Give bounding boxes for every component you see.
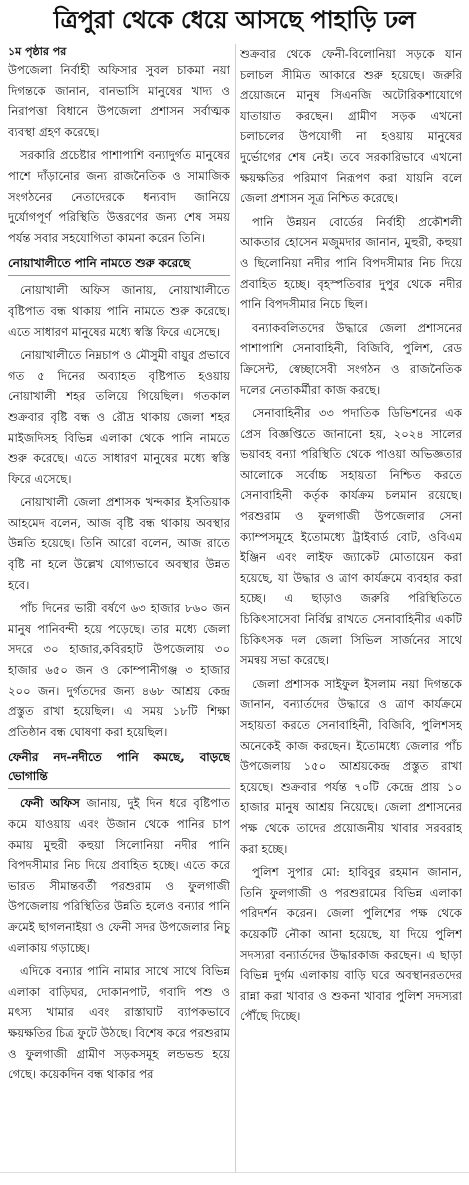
paragraph: পুলিশ সুপার মো: হাবিবুর রহমান জানান, তিনি ফুলগাজী ও পরশুরামের বিভিন্ন এলাকা পরিদর্শন করেন। জেলা পুলিশের পক্ষ থেকে কয়েকটি নৌকা আনা হয়েছে, যা দিয়ে পুলিশ সদস্যরা বন্যার্তদের উদ্ধারকাজ করছেন। এ ছাড়া বিভিন্ন দুর্গম এলাকায় বাড়ি ঘরে অবস্থানরতদের রান্না করা খাবার ও শুকনা খাবার পুলিশ সদস্যরা পৌঁছে দিচ্ছে।	[240, 865, 462, 1024]
paragraph: পাঁচ দিনের ভারী বর্ষণে ৬৩ হাজার ৮৬০ জন মানুষ পানিবন্দী হয়ে পড়েছে। তার মধ্যে জেলা সদরে ৩০ হাজার,কবিরহাট উপজেলায় ৩০ হাজার ৬৫০ জন ও কোম্পানীগঞ্জ ৩ হাজার ২০০ জন। দুর্গতদের জন্য ৪৬৮ আশ্রয় কেন্দ্র প্রস্তুত রাখা হয়েছিল। এ সময় ১৮টি শিক্ষা প্রতিষ্ঠান বন্ধ ঘোষণা করা হয়েছিল।	[8, 601, 230, 739]
paragraph-text: জানায়, দুই দিন ধরে বৃষ্টিপাত কমে যাওয়ায় এবং উজান থেকে পানির চাপ কমায় মুহুরী কহুয়া সিলোনিয়া নদীর পানি বিপদসীমার নিচ দিয়ে প্রবাহিত হচ্ছে। এতে করে ভারত সীমান্তবর্তী পরশুরাম ও ফুলগাজী উপজেলায় পরিস্থিতির উন্নতি হলেও বন্যার পানি ক্রমেই ছাগলনাইয়া ও ফেনী সদর উপজেলার নিচু এলাকায় গড়াচ্ছে।	[8, 796, 230, 955]
paragraph	[8, 793, 230, 958]
paragraph: নোয়াখালী অফিস জানায়, নোয়াখালীতে বৃষ্টিপাত বন্ধ থাকায় পানি নামতে শুরু করেছে। এতে সাধারণ মানুষের মধ্যে স্বস্তি ফিরে এসেছে।	[8, 283, 230, 339]
continued-from-page-label: ১ম পৃষ্ঠার পর	[8, 45, 67, 58]
paragraph: সরকারি প্রচেষ্টার পাশাপাশি বন্যাদুর্গত মানুষের পাশে দাঁড়ানোর জন্য রাজনৈতিক ও সামাজিক সংগঠনের নেতাদেরকে ধন্যবাদ জানিয়ে দুর্যোগপূর্ণ পরিস্থিতি উত্তরণের জন্য শেষ সময় পর্যন্ত সবার সহযোগিতা কামনা করেন তিনি।	[8, 148, 230, 245]
paragraph: বন্যাকবলিতদের উদ্ধারে জেলা প্রশাসনের পাশাপাশি সেনাবাহিনী, বিজিবি, পুলিশ, রেড ক্রিসেন্ট, স্বেচ্ছাসেবী সংগঠন ও রাজনৈতিক দলের নেতাকর্মীরা কাজ করছে।	[240, 320, 462, 397]
paragraph: জেলা প্রশাসক সাইফুল ইসলাম নয়া দিগন্তকে জানান, বন্যার্তদের উদ্ধারে ও ত্রাণ কার্যক্রমে সহায়তা করতে সেনাবাহিনী, বিজিবি, পুলিশসহ অনেকেই কাজ করছেন। ইতোমধ্যে জেলার পাঁচ উপজেলায় ১৫০ আশ্রয়কেন্দ্র প্রস্তুত রাখা হয়েছে। শুক্রবার পর্যন্ত ৭০টি কেন্দ্রে প্রায় ১০ হাজার মানুষ আশ্রয় নিয়েছে। জেলা প্রশাসনের পক্ষ থেকে তাদের প্রয়োজনীয় খাবার সরবরাহ করা হচ্ছে।	[240, 676, 462, 856]
paragraph: এদিকে বন্যার পানি নামার সাথে সাথে বিভিন্ন এলাকা বাড়িঘর, দোকানপাট, গবাদি পশু ও মৎস্য খামার এবং রাস্তাঘাট ব্যাপকভাবে ক্ষয়ক্ষতির চিত্র ফুটে উঠছে। বিশেষ করে পরশুরাম ও ফুলগাজী গ্রামীণ সড়কসমূহ লন্ডভন্ড হয়ে গেছে। কয়েকদিন বন্ধ থাকার পর	[8, 964, 230, 1082]
column-divider	[235, 44, 236, 1172]
subheading-noakhali: নোয়াখালীতে পানি নামতে শুরু করেছে	[8, 254, 230, 276]
subheading-feni: ফেনীর নদ-নদীতে পানি কমছে, বাড়ছে ভোগান্তি	[8, 748, 230, 789]
paragraph-text: উপজেলা নির্বাহী অফিসার সুবল চাকমা নয়া দিগন্তকে জানান, বানভাসি মানুষের খাদ্য ও নিরাপত্তা বিধানে উপজেলা প্রশাসন সর্বাত্মক ব্যবস্থা গ্রহণ করেছে।	[8, 63, 230, 139]
left-column	[8, 44, 230, 1172]
dateline-feni-office: ফেনী অফিস	[20, 796, 80, 811]
paragraph: নোয়াখালী জেলা প্রশাসক খন্দকার ইসতিয়াক আহমেদ বলেন, আজ বৃষ্টি বন্ধ থাকায় অবস্থার উন্নতি হয়েছে। তিনি আরো বলেন, আজ রাতে বৃষ্টি না হলে উল্লেখ যোগ্যভাবে অবস্থার উন্নত হবে।	[8, 495, 230, 592]
paragraph: নোয়াখালীতে নিম্নচাপ ও মৌসুমী বায়ুর প্রভাবে গত ৫ দিনের অব্যাহত বৃষ্টিপাত হওয়ায় নোয়াখালী শহর তলিয়ে গিয়েছিল। গতকাল শুক্রবার বৃষ্টি বন্ধ ও রৌদ্র থাকায় জেলা শহর মাইজদিসহ বিভিন্ন এলাকা থেকে পানি নামতে শুরু করেছে। এতে সাধারণ মানুষের মধ্যে স্বস্তি ফিরে এসেছে।	[8, 348, 230, 486]
paragraph: সেনাবাহিনীর ৩৩ পদাতিক ডিভিশনের এক প্রেস বিজ্ঞপ্তিতে জানানো হয়, ২০২৪ সালের ভয়াবহ বন্যা পরিস্থিতি থেকে পাওয়া অভিজ্ঞতার আলোকে সর্বোচ্চ সহায়তা নিশ্চিত করতে সেনাবাহিনী কর্তৃক কার্যক্রম চলমান রয়েছে। পরশুরাম ও ফুলগাজী উপজেলার সেনা ক্যাম্পসমূহে ইতোমধ্যে ট্রাইবার্ড বোট, ওবিএম ইঞ্জিন এবং লাইফ জ্যাকেট মোতায়েন করা হয়েছে, যা উদ্ধার ও ত্রাণ কার্যক্রমে ব্যবহার করা হচ্ছে। এ ছাড়াও জরুরি পরিস্থিতিতে চিকিৎসাসেবা নির্বিঘ্ন রাখতে সেনাবাহিনীর একটি চিকিৎসক দল জেলা সিভিল সার্জনের সাথে সমন্বয় সভা করেছে।	[240, 406, 462, 668]
paragraph: শুক্রবার থেকে ফেনী-বিলোনিয়া সড়কে যান চলাচল সীমিত আকারে শুরু হয়েছে। জরুরি প্রয়োজনে মানুষ সিএনজি অটোরিকশাযোগে যাতায়াত করছেন। গ্রামীণ সড়ক এখনো চলাচলের উপযোগী না হওয়ায় মানুষের দুর্ভোগের শেষ নেই। তবে সরকারিভাবে এখনো ক্ষয়ক্ষতির পরিমাণ নিরূপণ করা যায়নি বলে জেলা প্রশাসন সূত্র নিশ্চিত করেছে।	[240, 47, 462, 206]
right-column	[240, 44, 462, 1172]
paragraph: পানি উন্নয়ন বোর্ডের নির্বাহী প্রকৌশলী আকতার হোসেন মজুমদার জানান, মুহুরী, কহুয়া ও ছিলোনিয়া নদীর পানি বিপদসীমার নিচ দিয়ে প্রবাহিত হচ্ছে। বৃহস্পতিবার দুপুর থেকে নদীর পানি বিপদসীমার নিচে ছিল।	[240, 214, 462, 312]
headline: ত্রিপুরা থেকে ধেয়ে আসছে পাহাড়ি ঢল	[53, 6, 416, 34]
page-bottom-edge	[0, 1172, 469, 1185]
paragraph	[8, 44, 230, 142]
